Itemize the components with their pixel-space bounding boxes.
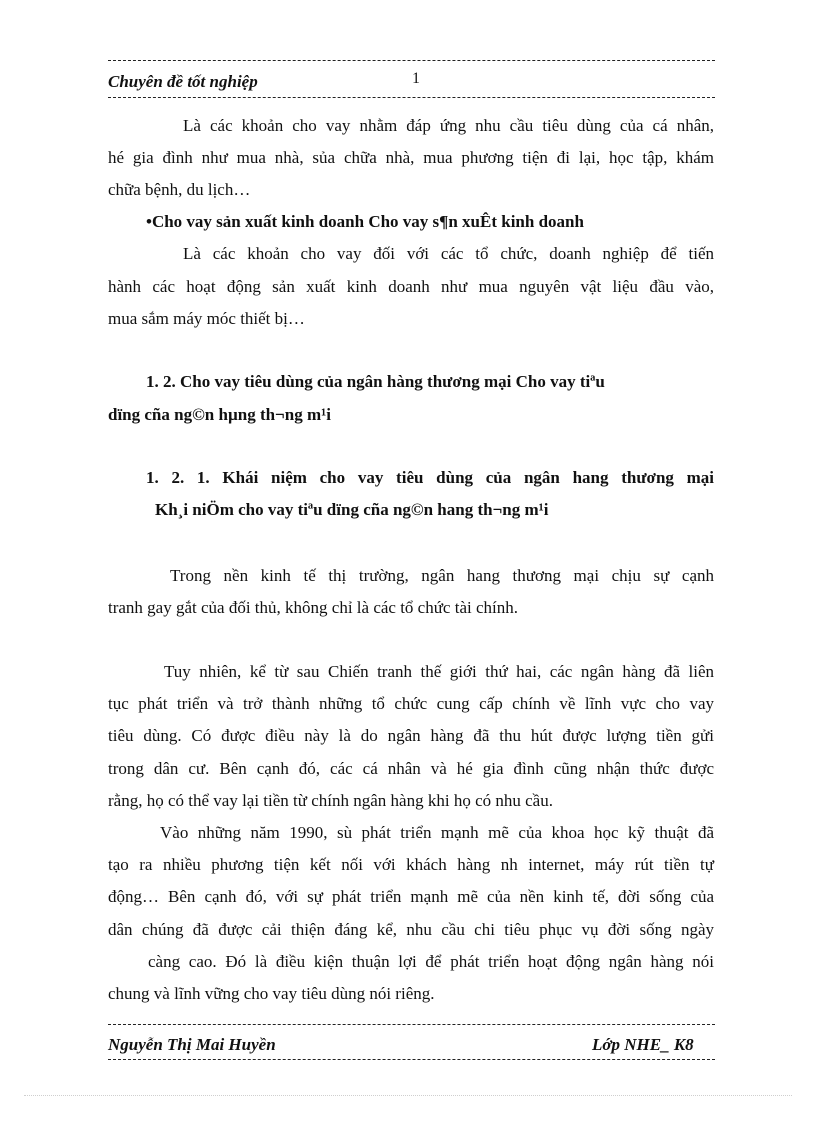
- paragraph-line: dân chúng đã được cải thiện đáng kể, nhu cầu chi tiêu phục vụ đời sống ngày: [108, 920, 714, 939]
- paragraph-line: tục phát triển và trở thành những tổ chức cung cấp chính về lĩnh vực cho vay: [108, 694, 714, 713]
- paragraph-line: hé gia đình như mua nhà, sủa chữa nhà, mua phương tiện đi lại, học tập, khám: [108, 148, 714, 167]
- paragraph-line: tranh gay gắt của đối thủ, không chỉ là các tổ chức tài chính.: [108, 598, 518, 617]
- paragraph-line: càng cao. Đó là điều kiện thuận lợi để phát triển hoạt động ngân hàng nói: [148, 952, 714, 971]
- section-heading: dïng cña ng©n hµng th¬ng m¹i: [108, 405, 331, 424]
- header-title: Chuyên đề tốt nghiệp: [108, 72, 258, 91]
- paragraph-line: mua sắm máy móc thiết bị…: [108, 309, 305, 328]
- paragraph-line: hành các hoạt động sản xuất kinh doanh như mua nguyên vật liệu đầu vào,: [108, 277, 714, 296]
- paragraph-line: Trong nền kinh tế thị trường, ngân hang thương mại chịu sự cạnh: [170, 566, 714, 585]
- paragraph-line: chung và lĩnh vững cho vay tiêu dùng nói riêng.: [108, 984, 435, 1003]
- footer-class: Lớp NHE_ K8: [592, 1035, 694, 1054]
- footer-author: Nguyễn Thị Mai Huyền: [108, 1035, 276, 1054]
- header-bottom-rule: [108, 97, 715, 98]
- page-number: 1: [412, 70, 420, 87]
- paragraph-line: Vào những năm 1990, sù phát triển mạnh mẽ của khoa học kỹ thuật đã: [160, 823, 714, 842]
- section-heading: 1. 2. Cho vay tiêu dùng của ngân hàng thương mại Cho vay tiªu: [146, 372, 605, 391]
- header-top-rule: [108, 60, 715, 61]
- footer-top-rule: [108, 1024, 715, 1025]
- paragraph-line: tạo ra nhiều phương tiện kết nối với khách hàng nh internet, máy rút tiền tự: [108, 855, 714, 874]
- page-edge-divider: [24, 1095, 792, 1096]
- paragraph-line: tiêu dùng. Có được điều này là do ngân hàng đã thu hút được lượng tiền gửi: [108, 726, 714, 745]
- footer-bottom-rule: [108, 1059, 715, 1060]
- paragraph-line: chữa bệnh, du lịch…: [108, 180, 251, 199]
- paragraph-line: Tuy nhiên, kể từ sau Chiến tranh thế giới thứ hai, các ngân hàng đã liên: [164, 662, 714, 681]
- paragraph-line: động… Bên cạnh đó, với sự phát triển mạnh mẽ của nền kinh tế, đời sống của: [108, 887, 714, 906]
- paragraph-line: Là các khoản cho vay đối với các tổ chức, doanh nghiệp để tiến: [183, 244, 714, 263]
- paragraph-line: Là các khoản cho vay nhằm đáp ứng nhu cầu tiêu dùng của cá nhân,: [183, 116, 714, 135]
- subsection-heading: Kh¸i niÖm cho vay tiªu dïng cña ng©n hang th¬ng m¹i: [155, 500, 549, 519]
- paragraph-line: trong dân cư. Bên cạnh đó, các cá nhân và hé gia đình cũng nhận thức được: [108, 759, 714, 778]
- paragraph-line: rằng, họ có thể vay lại tiền từ chính ngân hàng khi họ có nhu cầu.: [108, 791, 553, 810]
- bullet-heading: •Cho vay sản xuất kinh doanh Cho vay s¶n xuÊt kinh doanh: [146, 212, 584, 231]
- subsection-heading: 1. 2. 1. Khái niệm cho vay tiêu dùng của ngân hang thương mại: [146, 468, 714, 487]
